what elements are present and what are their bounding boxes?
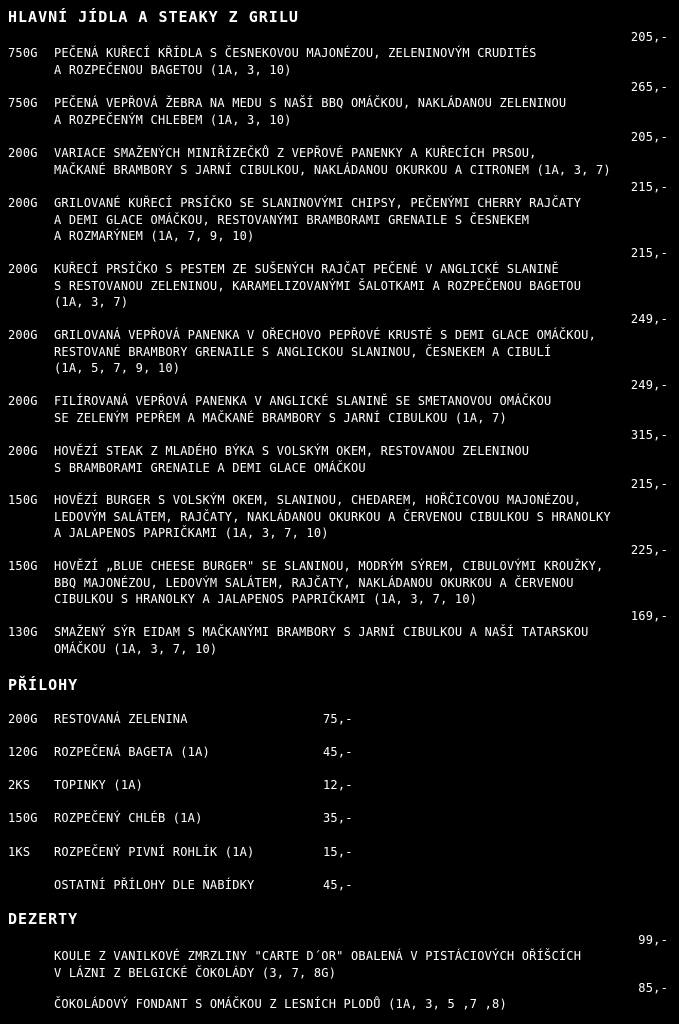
item-line: S RESTOVANOU ZELENINOU, KARAMELIZOVANÝMI ŠALOTKAMI A ROZPEČENOU BAGETOU — [54, 278, 582, 293]
item-line: S BRAMBORAMI GRENAILE A DEMI GLACE OMÁČKOU — [54, 460, 366, 475]
item-line: A ROZPEČENOU BAGETOU (1A, 3, 10) — [54, 62, 292, 77]
item-line: RESTOVANÉ BRAMBORY GRENAILE S ANGLICKOU SLANINOU, ČESNEKEM A CIBULÍ — [54, 344, 552, 359]
item-price: 45,- — [323, 878, 353, 892]
side-item — [0, 711, 679, 728]
item-description — [54, 492, 624, 542]
item-name: ROZPEČENÝ PIVNÍ ROHLÍK (1A) — [54, 845, 255, 859]
item-line: A DEMI GLACE OMÁČKOU, RESTOVANÝMI BRAMBORAMI GRENAILE S ČESNEKEM — [54, 212, 530, 227]
item-price: 315,- — [630, 427, 668, 442]
item-line: KOULE Z VANILKOVÉ ZMRZLINY "CARTE D´OR" OBALENÁ V PISTÁCIOVÝCH OŘÍŠCÍCH — [54, 949, 582, 963]
item-line: PEČENÁ VEPŘOVÁ ŽEBRA NA MEDU S NAŠÍ BBQ OMÁČKOU, NAKLÁDANOU ZELENINOU — [54, 96, 567, 110]
side-item — [0, 844, 679, 861]
item-weight: 200G — [8, 262, 38, 276]
item-line: MAČKANÉ BRAMBORY S JARNÍ CIBULKOU, NAKLÁDANOU OKURKOU A CITRONEM (1A, 3, 7) — [54, 162, 611, 177]
item-weight: 150G — [8, 493, 38, 507]
item-weight: 200G — [8, 712, 38, 726]
item-line: CIBULKOU S HRANOLKY A JALAPENOS PAPRIČKAMI (1A, 3, 7, 10) — [54, 592, 478, 606]
section-title-main: HLAVNÍ JÍDLA A STEAKY Z GRILU — [8, 8, 299, 26]
item-line: LEDOVÝM SALÁTEM, RAJČATY, NAKLÁDANOU OKURKOU A ČERVENOU CIBULKOU S HRANOLKY — [54, 509, 611, 524]
item-line: HOVĚZÍ „BLUE CHEESE BURGER" SE SLANINOU, MODRÝM SÝREM, CIBULOVÝMI KROUŽKY, — [54, 559, 604, 573]
item-price: 215,- — [630, 245, 668, 260]
item-description — [54, 327, 624, 377]
item-line: (1A, 5, 7, 9, 10) — [54, 361, 181, 375]
item-weight: 200G — [8, 394, 38, 408]
item-price: 99,- — [638, 932, 668, 947]
item-weight: 750G — [8, 96, 38, 110]
item-weight: 200G — [8, 146, 38, 160]
item-line: (1A, 3, 7) — [54, 295, 129, 309]
item-description — [54, 261, 624, 311]
item-price: 85,- — [638, 980, 668, 995]
section-title-sides: PŘÍLOHY — [8, 676, 79, 694]
item-description — [54, 996, 624, 1013]
item-description — [54, 145, 624, 178]
item-price: 249,- — [630, 377, 668, 392]
side-item — [0, 777, 679, 794]
section-title-desserts: DEZERTY — [8, 910, 79, 928]
item-price: 75,- — [323, 712, 353, 726]
item-price: 205,- — [630, 29, 668, 44]
item-line: VARIACE SMAŽENÝCH MINIŘÍZEČKŮ Z VEPŘOVÉ PANENKY A KUŘECÍCH PRSOU, — [54, 146, 537, 160]
item-name: ROZPEČENÁ BAGETA (1A) — [54, 745, 210, 759]
item-line: GRILOVANÁ VEPŘOVÁ PANENKA V OŘECHOVO PEPŘOVÉ KRUSTĚ S DEMI GLACE OMÁČKOU, — [54, 328, 596, 342]
item-description — [54, 558, 624, 608]
item-line: SE ZELENÝM PEPŘEM A MAČKANÉ BRAMBORY S JARNÍ CIBULKOU (1A, 7) — [54, 410, 507, 425]
item-weight: 1KS — [8, 845, 31, 859]
item-weight: 130G — [8, 625, 38, 639]
item-line: A ROZPEČENÝM CHLEBEM (1A, 3, 10) — [54, 112, 292, 127]
item-weight: 2KS — [8, 778, 31, 792]
item-line: ČOKOLÁDOVÝ FONDANT S OMÁČKOU Z LESNÍCH PLODŮ (1A, 3, 5 ,7 ,8) — [54, 997, 507, 1011]
item-price: 169,- — [630, 608, 668, 623]
item-description — [54, 95, 624, 128]
item-weight: 150G — [8, 559, 38, 573]
item-line: PEČENÁ KUŘECÍ KŘÍDLA S ČESNEKOVOU MAJONÉZOU, ZELENINOVÝM CRUDITÉS — [54, 46, 537, 60]
item-description — [54, 393, 624, 426]
item-weight: 200G — [8, 196, 38, 210]
item-price: 45,- — [323, 745, 353, 759]
item-description — [54, 45, 624, 78]
item-line: GRILOVANÉ KUŘECÍ PRSÍČKO SE SLANINOVÝMI CHIPSY, PEČENÝMI CHERRY RAJČATY — [54, 196, 582, 210]
item-price: 215,- — [630, 179, 668, 194]
item-price: 12,- — [323, 778, 353, 792]
item-line: HOVĚZÍ STEAK Z MLADÉHO BÝKA S VOLSKÝM OKEM, RESTOVANOU ZELENINOU — [54, 444, 530, 458]
item-line: A ROZMARÝNEM (1A, 7, 9, 10) — [54, 229, 255, 243]
side-item — [0, 810, 679, 827]
item-line: V LÁZNI Z BELGICKÉ ČOKOLÁDY (3, 7, 8G) — [54, 965, 337, 980]
item-name: TOPINKY (1A) — [54, 778, 144, 792]
item-line: A JALAPENOS PAPRIČKAMI (1A, 3, 7, 10) — [54, 526, 329, 540]
item-price: 265,- — [630, 79, 668, 94]
side-item — [0, 744, 679, 761]
item-price: 215,- — [630, 476, 668, 491]
item-line: BBQ MAJONÉZOU, LEDOVÝM SALÁTEM, RAJČATY, NAKLÁDANOU OKURKOU A ČERVENOU — [54, 575, 574, 590]
item-price: 205,- — [630, 129, 668, 144]
item-line: KUŘECÍ PRSÍČKO S PESTEM ZE SUŠENÝCH RAJČAT PEČENÉ V ANGLICKÉ SLANINĚ — [54, 262, 559, 276]
item-description — [54, 624, 624, 657]
item-price: 35,- — [323, 811, 353, 825]
item-weight: 120G — [8, 745, 38, 759]
item-name: ROZPEČENÝ CHLÉB (1A) — [54, 811, 203, 825]
item-line: HOVĚZÍ BURGER S VOLSKÝM OKEM, SLANINOU, CHEDAREM, HOŘČICOVOU MAJONÉZOU, — [54, 493, 582, 507]
item-price: 249,- — [630, 311, 668, 326]
item-weight: 200G — [8, 328, 38, 342]
side-item — [0, 877, 679, 894]
item-price: 15,- — [323, 845, 353, 859]
item-line: OMÁČKOU (1A, 3, 7, 10) — [54, 641, 218, 656]
item-description — [54, 443, 624, 476]
item-description — [54, 948, 624, 981]
item-price: 225,- — [630, 542, 668, 557]
item-name: RESTOVANÁ ZELENINA — [54, 712, 188, 726]
item-weight: 200G — [8, 444, 38, 458]
item-line: SMAŽENÝ SÝR EIDAM S MAČKANÝMI BRAMBORY S JARNÍ CIBULKOU A NAŠÍ TATARSKOU — [54, 625, 589, 639]
item-description — [54, 195, 624, 245]
item-name: OSTATNÍ PŘÍLOHY DLE NABÍDKY — [54, 878, 255, 892]
item-weight: 750G — [8, 46, 38, 60]
item-line: FILÍROVANÁ VEPŘOVÁ PANENKA V ANGLICKÉ SLANINĚ SE SMETANOVOU OMÁČKOU — [54, 394, 552, 408]
item-weight: 150G — [8, 811, 38, 825]
